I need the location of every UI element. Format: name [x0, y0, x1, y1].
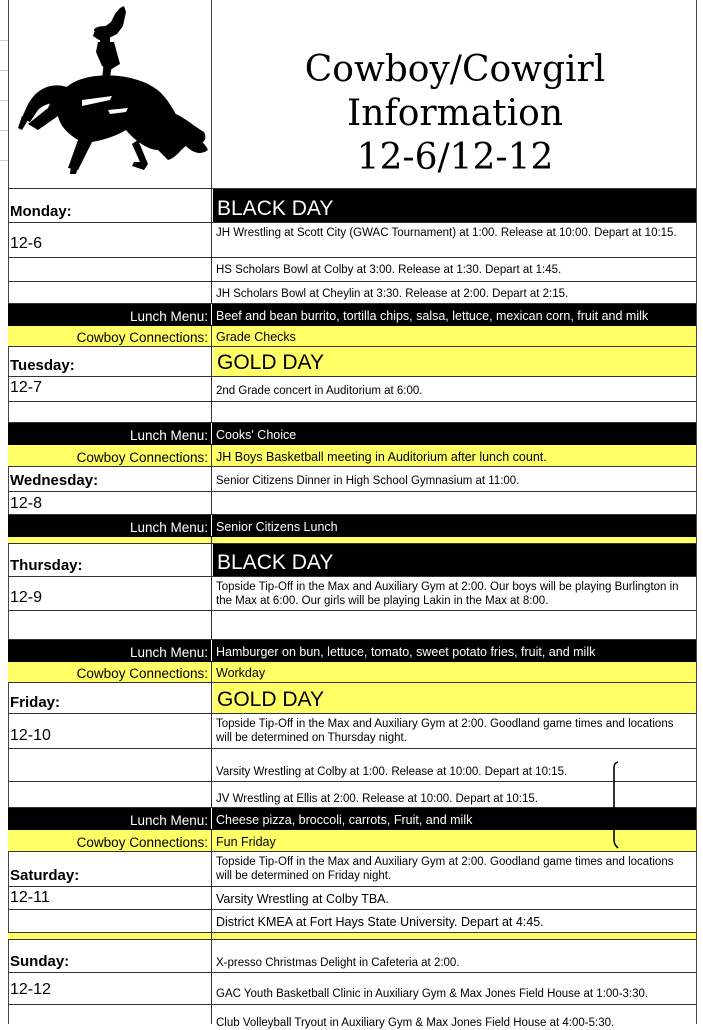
- lunch-menu-label: Lunch Menu:: [129, 645, 208, 660]
- date-label: 12-6: [10, 235, 43, 252]
- empty-cell: [8, 258, 212, 281]
- banner-cell: [213, 544, 696, 576]
- day-cell: [8, 347, 212, 376]
- thursday-lunch-row: [8, 640, 696, 662]
- date-cell: [8, 577, 212, 610]
- day-banner: GOLD DAY: [217, 688, 324, 711]
- cowboy-connections-value: Fun Friday: [216, 835, 276, 849]
- event-text: GAC Youth Basketball Clinic in Auxiliary Gym & Max Jones Field House at 1:00-3:30.: [216, 988, 649, 1000]
- thursday-event-row: [8, 577, 696, 611]
- empty-cell: [212, 402, 696, 422]
- event-text: Varsity Wrestling at Colby at 1:00. Release at 10:00. Depart at 10:15.: [216, 766, 568, 778]
- date-label: 12-12: [10, 981, 51, 998]
- label-cell: [8, 808, 212, 829]
- cowboy-connections-label: Cowboy Connections:: [76, 666, 208, 681]
- label-cell: [8, 445, 212, 466]
- sunday-event-row: [8, 973, 696, 1005]
- value-cell: [212, 640, 696, 661]
- event-cell: [212, 852, 696, 886]
- monday-banner-cell: [213, 189, 696, 222]
- value-cell: [212, 515, 696, 536]
- event-text: District KMEA at Fort Hays State University. Depart at 4:45.: [216, 915, 544, 929]
- label-cell: [8, 640, 212, 661]
- event-cell: [212, 887, 696, 909]
- value-cell: [212, 662, 696, 682]
- date-label: 12-8: [10, 495, 43, 512]
- day-cell: [8, 852, 212, 886]
- date-label: 12-9: [10, 589, 43, 606]
- monday-lunch-row: [8, 304, 696, 326]
- tuesday-header-row: [8, 347, 696, 377]
- event-text: Topside Tip-Off in the Max and Auxiliary Gym at 2:00. Goodland game times and locations will be determined on Thursday night.: [216, 718, 674, 744]
- event-cell: [212, 940, 696, 972]
- friday-event-row: [8, 782, 696, 808]
- event-text: JH Wrestling at Scott City (GWAC Tournament) at 1:00. Release at 10:00. Depart at 10:15.: [216, 227, 677, 239]
- lunch-menu-value: Cooks' Choice: [216, 428, 297, 442]
- label-cell: [8, 515, 212, 536]
- lunch-menu-label: Lunch Menu:: [129, 428, 208, 443]
- handdrawn-bracket: [610, 760, 622, 850]
- saturday-event-row: [8, 910, 696, 933]
- saturday-spacer-row: [8, 933, 696, 940]
- date-label: 12-10: [10, 727, 51, 744]
- bucking-horse-icon: [8, 0, 212, 188]
- event-text: Varsity Wrestling at Colby TBA.: [216, 892, 389, 906]
- friday-connections-row: [8, 830, 696, 852]
- day-banner: BLACK DAY: [217, 197, 334, 220]
- friday-event-row: [8, 749, 696, 782]
- banner-cell: [213, 683, 696, 713]
- event-text: Topside Tip-Off in the Max and Auxiliary Gym at 2:00. Goodland game times and locations will be determined on Friday night.: [216, 856, 674, 882]
- thursday-header-row: [8, 544, 696, 577]
- empty-cell: [8, 282, 212, 303]
- event-cell: [212, 282, 696, 303]
- day-label: Friday:: [10, 694, 61, 711]
- event-text: 2nd Grade concert in Auditorium at 6:00.: [216, 385, 423, 397]
- cowboy-connections-label: Cowboy Connections:: [76, 450, 208, 465]
- tuesday-event-row: [8, 377, 696, 402]
- date-cell: [8, 973, 212, 1004]
- saturday-event-row: [8, 887, 696, 910]
- event-cell: [212, 377, 696, 401]
- page-title: [213, 0, 697, 188]
- lunch-menu-label: Lunch Menu:: [129, 520, 208, 535]
- empty-cell: [212, 933, 696, 939]
- monday-connections-row: [8, 326, 696, 347]
- value-cell: [212, 304, 696, 325]
- event-cell: [212, 973, 696, 1004]
- event-text: Club Volleyball Tryout in Auxiliary Gym & Max Jones Field House at 4:00-5:30.: [216, 1017, 615, 1029]
- lunch-menu-value: Senior Citizens Lunch: [216, 520, 338, 534]
- tuesday-blank-row: [8, 402, 696, 423]
- banner-cell: [213, 347, 696, 376]
- event-cell: [212, 714, 696, 748]
- day-label: Sunday:: [10, 953, 70, 970]
- date-label: 12-11: [10, 889, 50, 906]
- event-cell: [212, 910, 696, 932]
- empty-cell: [8, 910, 212, 932]
- value-cell: [212, 423, 696, 444]
- friday-lunch-row: [8, 808, 696, 830]
- event-cell: [212, 782, 696, 807]
- day-cell: [8, 683, 212, 713]
- empty-cell: [8, 933, 212, 939]
- wednesday-date-row: [8, 492, 696, 515]
- event-cell: [212, 1005, 696, 1029]
- empty-cell: [8, 402, 212, 422]
- monday-day-cell: [8, 189, 212, 222]
- empty-cell: [8, 1005, 212, 1024]
- event-text: Topside Tip-Off in the Max and Auxiliary Gym at 2:00. Our boys will be playing Burlington in the Max at 6:00. Our girls will be playing Lakin in the Max at 8:00.: [216, 581, 679, 607]
- cowboy-connections-label: Cowboy Connections:: [76, 330, 208, 345]
- monday-event-row: [8, 258, 696, 282]
- title-line-3: 12-6/12-12: [356, 137, 554, 178]
- cowboy-connections-value: Grade Checks: [216, 330, 296, 344]
- event-cell: [212, 258, 696, 281]
- date-cell: [8, 887, 212, 909]
- event-text: JH Scholars Bowl at Cheylin at 3:30. Release at 2:00. Depart at 2:15.: [216, 288, 569, 300]
- monday-event-row: [8, 282, 696, 304]
- wednesday-lunch-row: [8, 515, 696, 537]
- event-cell: [212, 223, 696, 257]
- friday-header-row: [8, 683, 696, 714]
- value-cell: [212, 808, 696, 829]
- day-cell: [8, 940, 212, 972]
- date-label: 12-7: [10, 379, 43, 396]
- lunch-menu-value: Hamburger on bun, lettuce, tomato, sweet potato fries, fruit, and milk: [216, 645, 596, 659]
- date-cell: [8, 492, 212, 514]
- event-text: Senior Citizens Dinner in High School Gymnasium at 11:00.: [216, 475, 520, 487]
- day-cell: [8, 467, 212, 491]
- lunch-menu-value: Beef and bean burrito, tortilla chips, salsa, lettuce, mexican corn, fruit and milk: [216, 309, 649, 323]
- empty-cell: [212, 611, 696, 639]
- friday-event-row: [8, 714, 696, 749]
- label-cell: [8, 662, 212, 682]
- empty-cell: [212, 537, 696, 543]
- cowboy-bronc-logo: [8, 0, 212, 188]
- cowboy-connections-value: Workday: [216, 666, 266, 680]
- empty-cell: [8, 537, 212, 543]
- value-cell: [212, 830, 696, 851]
- title-line-2: Information: [346, 93, 564, 134]
- day-label: Saturday:: [10, 867, 80, 884]
- monday-date-cell: [8, 223, 212, 257]
- cowboy-connections-value: JH Boys Basketball meeting in Auditorium after lunch count.: [216, 450, 547, 464]
- empty-cell: [8, 749, 212, 781]
- date-cell: [8, 377, 212, 401]
- day-label: Wednesday:: [10, 472, 99, 489]
- thursday-connections-row: [8, 662, 696, 683]
- empty-cell: [8, 611, 212, 639]
- cowboy-connections-label: Cowboy Connections:: [76, 835, 208, 850]
- monday-event-row: [8, 223, 696, 258]
- sunday-header-row: [8, 940, 696, 973]
- day-label: Monday:: [10, 203, 72, 220]
- label-cell: [8, 304, 212, 325]
- thursday-blank-row: [8, 611, 696, 640]
- wednesday-header-row: [8, 467, 696, 492]
- day-label: Tuesday:: [10, 357, 75, 374]
- event-text: X-presso Christmas Delight in Cafeteria at 2:00.: [216, 957, 460, 969]
- title-line-1: Cowboy/Cowgirl: [304, 49, 606, 90]
- saturday-header-row: [8, 852, 696, 887]
- value-cell: [212, 445, 696, 466]
- day-label: Thursday:: [10, 557, 83, 574]
- label-cell: [8, 830, 212, 851]
- monday-header-row: [8, 188, 696, 223]
- empty-cell: [212, 492, 696, 514]
- date-cell: [8, 714, 212, 748]
- event-cell: [212, 467, 696, 491]
- lunch-menu-label: Lunch Menu:: [129, 309, 208, 324]
- event-text: HS Scholars Bowl at Colby at 3:00. Release at 1:30. Depart at 1:45.: [216, 264, 562, 276]
- lunch-menu-value: Cheese pizza, broccoli, carrots, Fruit, and milk: [216, 813, 473, 827]
- event-cell: [212, 577, 696, 610]
- label-cell: [8, 326, 212, 346]
- event-text: JV Wrestling at Ellis at 2:00. Release at 10:00. Depart at 10:15.: [216, 793, 538, 805]
- sunday-event-row: [8, 1005, 696, 1029]
- wednesday-connections-row: [8, 537, 696, 544]
- day-banner: BLACK DAY: [217, 551, 334, 574]
- tuesday-lunch-row: [8, 423, 696, 445]
- event-cell: [212, 749, 696, 781]
- day-cell: [8, 544, 212, 576]
- empty-cell: [8, 782, 212, 807]
- value-cell: [212, 326, 696, 346]
- day-banner: GOLD DAY: [217, 351, 324, 374]
- lunch-menu-label: Lunch Menu:: [129, 813, 208, 828]
- tuesday-connections-row: [8, 445, 696, 467]
- label-cell: [8, 423, 212, 444]
